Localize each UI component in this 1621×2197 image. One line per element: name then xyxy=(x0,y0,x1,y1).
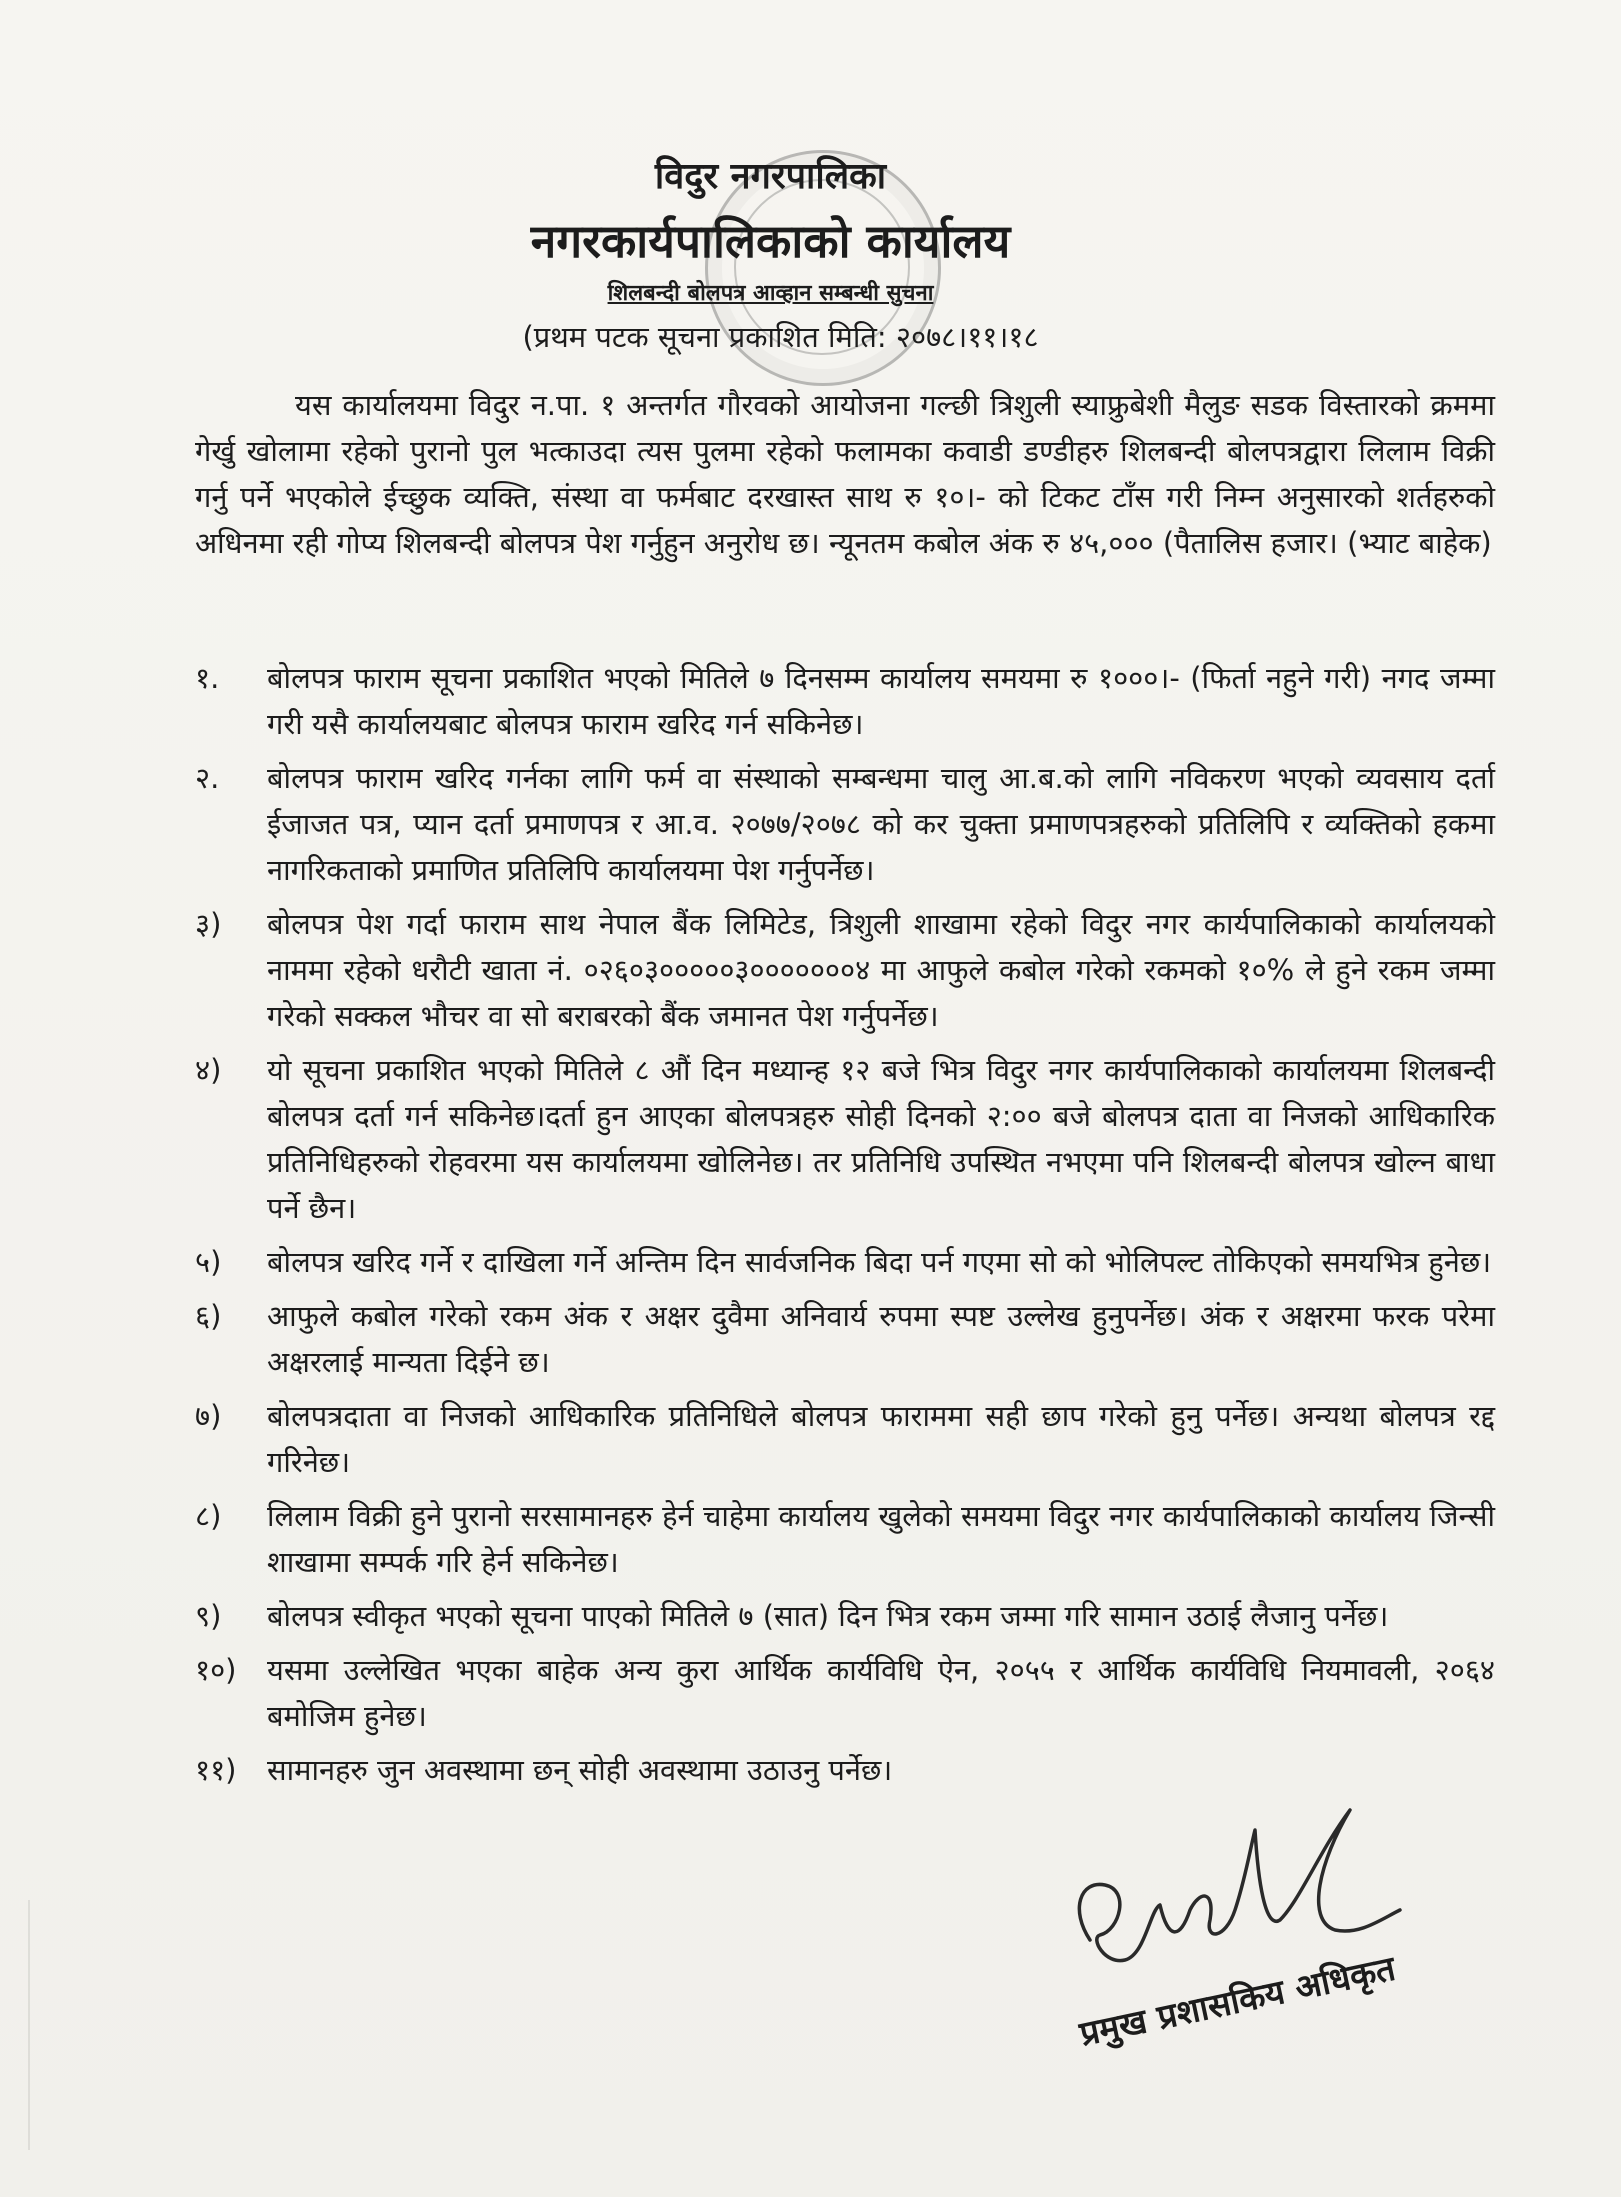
term-number: १०) xyxy=(195,1653,237,1687)
term-item xyxy=(195,1747,1495,1793)
term-item xyxy=(195,1593,1495,1639)
term-text: आफुले कबोल गरेको रकम अंक र अक्षर दुवैमा अनिवार्य रुपमा स्पष्ट उल्लेख हुनुपर्नेछ। अंक र अक्षरमा फरक परेमा अक्षरलाई मान्यता दिईने छ। xyxy=(267,1299,1495,1379)
term-number: ८) xyxy=(195,1499,222,1533)
office-title: नगरकार्यपालिकाको कार्यालय xyxy=(530,214,1011,268)
term-item xyxy=(195,755,1495,893)
term-item xyxy=(195,1647,1495,1739)
publish-date-line: (प्रथम पटक सूचना प्रकाशित मिति: २०७८।११।१८ xyxy=(522,320,1039,354)
term-number: ९) xyxy=(195,1599,222,1633)
term-item xyxy=(195,1047,1495,1231)
term-number: ६) xyxy=(195,1299,222,1333)
intro-paragraph: यस कार्यालयमा विदुर न.पा. १ अन्तर्गत गौरवको आयोजना गल्छी त्रिशुली स्याफ्रुबेशी मैलुङ सडक विस्तारको क्रममा गेर्खु खोलामा रहेको पुरानो पुल भत्काउदा त्यस पुलमा रहेको फलामका कवाडी डण्डीहरु शिलबन्दी बोलपत्रद्वारा लिलाम विक्री गर्नु पर्ने भएकोले ईच्छुक व्यक्ति, संस्था वा फर्मबाट दरखास्त साथ रु १०।- को टिकट टाँस गरी निम्न अनुसारको शर्तहरुको अधिनमा रही गोप्य शिलबन्दी बोलपत्र पेश गर्नुहुन अनुरोध छ। न्यूनतम कबोल अंक रु ४५,००० (पैतालिस हजार। (भ्याट बाहेक) xyxy=(195,388,1495,560)
term-text: बोलपत्रदाता वा निजको आधिकारिक प्रतिनिधिले बोलपत्र फाराममा सही छाप गरेको हुनु पर्नेछ। अन्यथा बोलपत्र रद्द गरिनेछ। xyxy=(267,1399,1495,1479)
term-text: बोलपत्र पेश गर्दा फाराम साथ नेपाल बैंक लिमिटेड, त्रिशुली शाखामा रहेको विदुर नगर कार्यपालिकाको कार्यालयको नाममा रहेको धरौटी खाता नं. ०२६०३०००००३०००००००४ मा आफुले कबोल गरेको रकमको १०% ले हुने रकम जम्मा गरेको सक्कल भौचर वा सो बराबरको बैंक जमानत पेश गर्नुपर्नेछ। xyxy=(267,907,1495,1033)
term-item xyxy=(195,1239,1495,1285)
term-number: ३) xyxy=(195,907,222,941)
term-text: लिलाम विक्री हुने पुरानो सरसामानहरु हेर्न चाहेमा कार्यालय खुलेको समयमा विदुर नगर कार्यपालिकाको कार्यालय जिन्सी शाखामा सम्पर्क गरि हेर्न सकिनेछ। xyxy=(267,1499,1495,1579)
term-item xyxy=(195,901,1495,1039)
notice-header xyxy=(0,150,1621,356)
org-name: विदुर नगरपालिका xyxy=(654,156,887,197)
term-item xyxy=(195,1293,1495,1385)
term-item xyxy=(195,1493,1495,1585)
notice-subject: शिलबन्दी बोलपत्र आव्हान सम्बन्धी सुचना xyxy=(607,281,934,306)
term-number: २. xyxy=(195,761,220,795)
term-text: यसमा उल्लेखित भएका बाहेक अन्य कुरा आर्थिक कार्यविधि ऐन, २०५५ र आर्थिक कार्यविधि नियमावली, २०६४ बमोजिम हुनेछ। xyxy=(267,1653,1495,1733)
terms-list xyxy=(195,655,1495,1801)
signatory-title: प्रमुख प्रशासकिय अधिकृत xyxy=(1076,1948,1399,2055)
term-item xyxy=(195,1393,1495,1485)
term-number: ७) xyxy=(195,1399,222,1433)
term-text: बोलपत्र फाराम सूचना प्रकाशित भएको मितिले ७ दिनसम्म कार्यालय समयमा रु १०००।- (फिर्ता नहुने गरी) नगद जम्मा गरी यसै कार्यालयबाट बोलपत्र फाराम खरिद गर्न सकिनेछ। xyxy=(267,661,1495,741)
term-text: बोलपत्र फाराम खरिद गर्नका लागि फर्म वा संस्थाको सम्बन्धमा चालु आ.ब.को लागि नविकरण भएको व्यवसाय दर्ता ईजाजत पत्र, प्यान दर्ता प्रमाणपत्र र आ.व. २०७७/२०७८ को कर चुक्ता प्रमाणपत्रहरुको प्रतिलिपि र व्यक्तिको हकमा नागरिकताको प्रमाणित प्रतिलिपि कार्यालयमा पेश गर्नुपर्नेछ। xyxy=(267,761,1495,887)
term-text: सामानहरु जुन अवस्थामा छन् सोही अवस्थामा उठाउनु पर्नेछ। xyxy=(267,1753,893,1787)
term-number: ४) xyxy=(195,1053,222,1087)
term-text: बोलपत्र खरिद गर्ने र दाखिला गर्ने अन्तिम दिन सार्वजनिक बिदा पर्न गएमा सो को भोलिपल्ट तोकिएको समयभित्र हुनेछ। xyxy=(267,1245,1492,1279)
term-number: १. xyxy=(195,661,220,695)
term-text: यो सूचना प्रकाशित भएको मितिले ८ औं दिन मध्यान्ह १२ बजे भित्र विदुर नगर कार्यपालिकाको कार्यालयमा शिलबन्दी बोलपत्र दर्ता गर्न सकिनेछ।दर्ता हुन आएका बोलपत्रहरु सोही दिनको २:०० बजे बोलपत्र दाता वा निजको आधिकारिक प्रतिनिधिहरुको रोहवरमा यस कार्यालयमा खोलिनेछ। तर प्रतिनिधि उपस्थित नभएमा पनि शिलबन्दी बोलपत्र खोल्न बाधा पर्ने छैन। xyxy=(267,1053,1495,1225)
page-margin-mark xyxy=(28,1900,30,2150)
term-number: ५) xyxy=(195,1245,222,1279)
term-item xyxy=(195,655,1495,747)
term-text: बोलपत्र स्वीकृत भएको सूचना पाएको मितिले ७ (सात) दिन भित्र रकम जम्मा गरि सामान उठाई लैजानु पर्नेछ। xyxy=(267,1599,1389,1633)
term-number: ११) xyxy=(195,1753,237,1787)
